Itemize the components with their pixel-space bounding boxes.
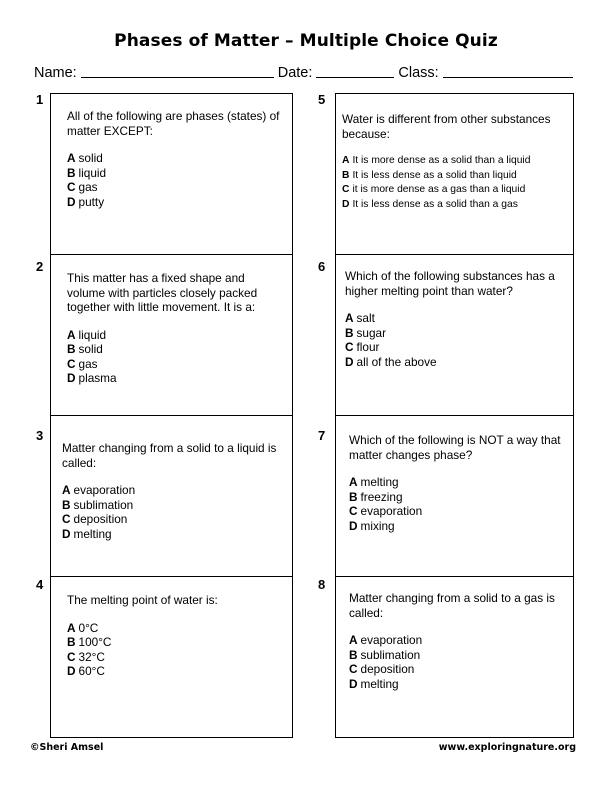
page-title: Phases of Matter – Multiple Choice Quiz	[114, 31, 498, 51]
answer-option-a[interactable]	[67, 151, 282, 166]
option-text: 0°C	[78, 620, 99, 635]
answer-option-a[interactable]	[67, 328, 282, 343]
option-letter: C	[349, 504, 358, 519]
option-letter: C	[62, 512, 71, 527]
question-text: The melting point of water is:	[67, 593, 218, 607]
name-label: Name:	[34, 65, 77, 81]
option-letter: A	[349, 633, 358, 647]
question-5	[342, 112, 567, 212]
option-text: liquid	[78, 165, 107, 180]
option-letter: B	[67, 165, 76, 180]
question-text: Matter changing from a solid to a gas is called:	[349, 591, 555, 620]
option-text: sublimation	[360, 647, 421, 662]
option-text: It is less dense as a solid than liquid	[352, 169, 517, 181]
option-letter: D	[345, 354, 354, 369]
question-number: 4	[36, 577, 44, 592]
answer-option-a[interactable]	[67, 621, 282, 636]
question-4	[67, 593, 282, 679]
option-text: freezing	[360, 489, 403, 504]
question-number: 3	[36, 428, 44, 443]
question-6	[345, 269, 560, 369]
option-letter: B	[349, 647, 358, 662]
date-label: Date:	[277, 65, 313, 81]
option-text: all of the above	[356, 354, 437, 369]
answer-option-b[interactable]	[349, 490, 564, 505]
question-1	[67, 109, 282, 209]
option-text: melting	[360, 475, 399, 489]
question-number: 8	[318, 577, 326, 592]
question-text: Which of the following is NOT a way that matter changes phase?	[349, 433, 561, 462]
copyright-text: ©Sheri Amsel	[30, 742, 104, 753]
option-letter: B	[67, 342, 76, 357]
answer-options	[67, 151, 282, 209]
answer-option-c[interactable]	[345, 340, 560, 355]
question-number: 7	[318, 428, 326, 443]
option-text: 100°C	[78, 635, 112, 650]
option-letter: C	[67, 649, 76, 664]
name-blank[interactable]	[81, 63, 274, 78]
question-text: This matter has a fixed shape and volume with particles closely packed together with little movement. It is a:	[67, 271, 258, 314]
option-text: liquid	[78, 327, 107, 342]
answer-options	[62, 483, 284, 541]
answer-option-c[interactable]	[67, 357, 282, 372]
answer-options	[349, 633, 564, 691]
option-text: gas	[78, 180, 98, 195]
answer-option-c[interactable]	[62, 512, 284, 527]
answer-option-c[interactable]	[349, 504, 564, 519]
option-text: evaporation	[360, 633, 423, 647]
option-text: melting	[73, 526, 112, 541]
answer-option-a[interactable]	[342, 154, 567, 169]
answer-option-d[interactable]	[62, 527, 284, 542]
option-letter: A	[62, 483, 71, 497]
answer-option-a[interactable]	[345, 311, 560, 326]
option-text: plasma	[78, 371, 117, 386]
option-letter: C	[67, 356, 76, 371]
answer-option-c[interactable]	[67, 180, 282, 195]
option-text: putty	[78, 194, 105, 209]
answer-option-b[interactable]	[345, 326, 560, 341]
question-number: 5	[318, 92, 326, 107]
question-number: 6	[318, 259, 326, 274]
option-text: evaporation	[360, 504, 423, 519]
option-letter: A	[345, 311, 354, 325]
option-letter: D	[67, 371, 76, 386]
option-letter: B	[349, 489, 358, 504]
question-number: 2	[36, 259, 44, 274]
answer-option-b[interactable]	[342, 169, 567, 184]
option-text: sugar	[356, 325, 387, 340]
student-info-line	[34, 61, 580, 81]
answer-option-a[interactable]	[349, 633, 564, 648]
answer-option-d[interactable]	[67, 371, 282, 386]
question-text: Water is different from other substances because:	[342, 112, 551, 141]
answer-option-b[interactable]	[67, 342, 282, 357]
option-letter: D	[349, 518, 358, 533]
option-letter: C	[349, 662, 358, 677]
answer-option-d[interactable]	[67, 195, 282, 210]
option-letter: D	[67, 664, 76, 679]
answer-option-a[interactable]	[62, 483, 284, 498]
option-letter: A	[349, 475, 358, 489]
answer-option-b[interactable]	[349, 648, 564, 663]
option-text: It is less dense as a solid than a gas	[352, 198, 518, 210]
option-letter: B	[342, 169, 350, 181]
option-letter: A	[67, 620, 76, 635]
answer-option-b[interactable]	[67, 635, 282, 650]
date-blank[interactable]	[316, 63, 394, 78]
option-letter: D	[342, 198, 350, 210]
answer-option-d[interactable]	[349, 677, 564, 692]
option-letter: D	[62, 526, 71, 541]
option-letter: A	[342, 155, 350, 166]
answer-option-d[interactable]	[345, 355, 560, 370]
answer-option-d[interactable]	[67, 664, 282, 679]
question-text: Matter changing from a solid to a liquid is called:	[62, 441, 277, 470]
answer-options	[345, 311, 560, 369]
question-3	[62, 441, 284, 541]
class-blank[interactable]	[443, 63, 573, 78]
answer-options	[342, 154, 567, 212]
option-letter: A	[67, 327, 76, 342]
class-label: Class:	[398, 65, 439, 81]
option-letter: B	[67, 635, 76, 650]
option-text: melting	[360, 676, 399, 691]
option-letter: D	[349, 676, 358, 691]
answer-option-b[interactable]	[62, 498, 284, 513]
option-letter: A	[67, 151, 76, 165]
option-text: solid	[78, 151, 103, 165]
answer-option-d[interactable]	[342, 198, 567, 213]
question-8	[349, 591, 564, 691]
answer-option-b[interactable]	[67, 166, 282, 181]
answer-option-d[interactable]	[349, 519, 564, 534]
question-2	[67, 271, 282, 386]
answer-options	[349, 475, 564, 533]
option-letter: B	[345, 325, 354, 340]
option-letter: B	[62, 497, 71, 512]
option-text: flour	[356, 340, 380, 355]
option-letter: C	[345, 340, 354, 355]
option-letter: D	[67, 194, 76, 209]
option-text: gas	[78, 356, 98, 371]
option-text: it is more dense as a gas than a liquid	[352, 184, 526, 196]
answer-option-a[interactable]	[349, 475, 564, 490]
option-text: deposition	[360, 662, 415, 677]
question-number: 1	[36, 92, 44, 107]
answer-options	[67, 621, 282, 679]
option-text: mixing	[360, 518, 395, 533]
question-7	[349, 433, 564, 533]
option-text: evaporation	[73, 483, 136, 497]
website-link[interactable]: www.exploringnature.org	[438, 742, 576, 753]
answer-option-c[interactable]	[349, 662, 564, 677]
answer-option-c[interactable]	[342, 183, 567, 198]
option-text: 60°C	[78, 664, 105, 679]
option-text: It is more dense as a solid than a liquid	[352, 155, 531, 166]
answer-option-c[interactable]	[67, 650, 282, 665]
option-letter: C	[67, 180, 76, 195]
option-text: solid	[78, 342, 103, 357]
option-text: deposition	[73, 512, 128, 527]
question-text: Which of the following substances has a higher melting point than water?	[345, 269, 555, 298]
question-text: All of the following are phases (states) of matter EXCEPT:	[67, 109, 280, 138]
option-text: sublimation	[73, 497, 134, 512]
answer-options	[67, 328, 282, 386]
option-letter: C	[342, 184, 350, 196]
option-text: 32°C	[78, 649, 105, 664]
option-text: salt	[356, 311, 375, 325]
